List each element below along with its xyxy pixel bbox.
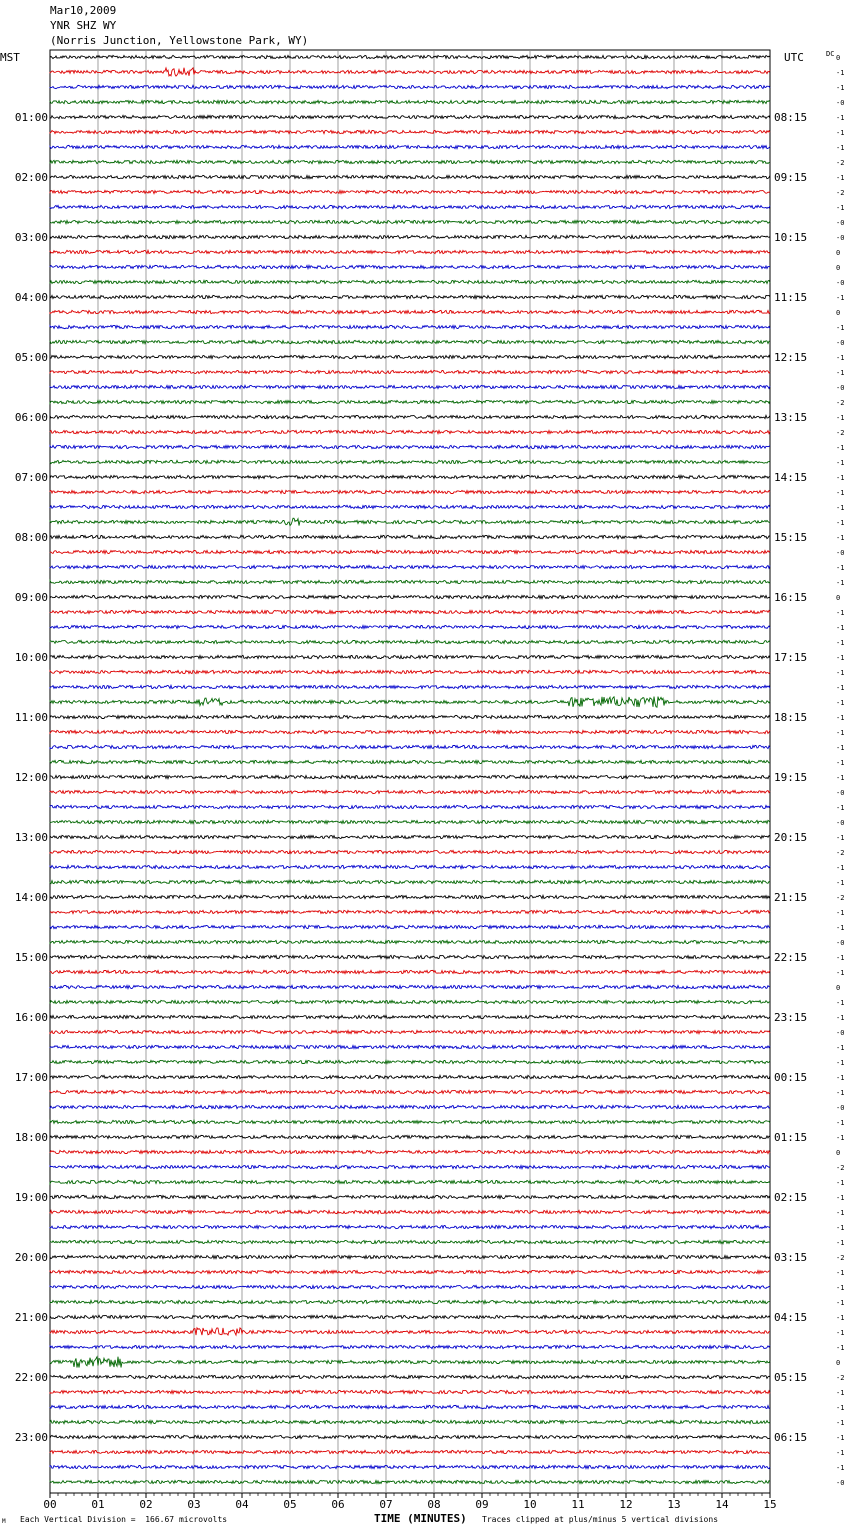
utc-hour-label: 17:15: [774, 651, 808, 664]
dc-offset-label: -1: [836, 489, 845, 497]
mst-hour-label: 01:00: [14, 111, 48, 124]
trace-line: [50, 1060, 770, 1063]
utc-hour-label: 02:15: [774, 1191, 808, 1204]
trace-line: [50, 550, 770, 553]
dc-offset-label: -1: [836, 144, 845, 152]
dc-offset-label: -2: [836, 1254, 845, 1262]
trace-line: [50, 175, 770, 178]
trace-line: [50, 850, 770, 853]
dc-offset-label: -1: [836, 459, 845, 467]
x-tick-label: 05: [283, 1498, 297, 1511]
dc-offset-label: -1: [836, 444, 845, 452]
trace-line: [50, 160, 770, 163]
dc-offset-label: -0: [836, 339, 845, 347]
station-location: (Norris Junction, Yellowstone Park, WY): [50, 34, 309, 47]
utc-hour-label: 05:15: [774, 1371, 808, 1384]
x-tick-label: 15: [763, 1498, 777, 1511]
dc-offset-label: -1: [836, 774, 845, 782]
x-tick-label: 03: [187, 1498, 201, 1511]
dc-offset-label: -0: [836, 279, 845, 287]
trace-line: [50, 475, 770, 478]
dc-label: DC: [826, 50, 835, 58]
x-tick-label: 07: [379, 1498, 393, 1511]
trace-line: [50, 820, 770, 823]
trace-line: [50, 625, 770, 628]
dc-offset-label: 0: [836, 1149, 841, 1157]
dc-offset-label: -0: [836, 1479, 845, 1487]
trace-line: [50, 640, 770, 643]
trace-line: [50, 1357, 770, 1368]
dc-offset-label: -1: [836, 1074, 845, 1082]
dc-offset-label: 0: [836, 594, 841, 602]
trace-line: [50, 505, 770, 508]
mst-hour-label: 14:00: [14, 891, 48, 904]
dc-offset-label: -1: [836, 579, 845, 587]
trace-line: [50, 325, 770, 328]
trace-line: [50, 535, 770, 538]
dc-offset-label: -1: [836, 879, 845, 887]
dc-offset-label: -1: [836, 204, 845, 212]
utc-hour-label: 23:15: [774, 1011, 808, 1024]
trace-line: [50, 130, 770, 133]
dc-offset-label: -1: [836, 954, 845, 962]
station-code: YNR SHZ WY: [50, 19, 117, 32]
mst-hour-label: 17:00: [14, 1071, 48, 1084]
dc-offset-label: -1: [836, 129, 845, 137]
dc-offset-label: -2: [836, 1374, 845, 1382]
utc-hour-label: 14:15: [774, 471, 808, 484]
trace-line: [50, 1420, 770, 1423]
dc-offset-label: -1: [836, 1389, 845, 1397]
dc-offset-label: -1: [836, 654, 845, 662]
trace-line: [50, 55, 770, 58]
trace-line: [50, 1180, 770, 1183]
utc-hour-label: 12:15: [774, 351, 808, 364]
trace-line: [50, 415, 770, 418]
trace-line: [50, 910, 770, 913]
trace-line: [50, 655, 770, 658]
mst-hour-label: 19:00: [14, 1191, 48, 1204]
trace-line: [50, 1150, 770, 1153]
dc-offset-label: 0: [836, 984, 841, 992]
mst-hour-label: 16:00: [14, 1011, 48, 1024]
trace-line: [50, 1480, 770, 1483]
x-tick-label: 00: [43, 1498, 57, 1511]
x-tick-label: 06: [331, 1498, 345, 1511]
dc-offset-label: -1: [836, 1209, 845, 1217]
trace-line: [50, 490, 770, 493]
trace-line: [50, 295, 770, 298]
dc-offset-label: -1: [836, 1089, 845, 1097]
dc-offset-label: -1: [836, 804, 845, 812]
trace-line: [50, 340, 770, 343]
dc-offset-label: -1: [836, 114, 845, 122]
trace-line: [50, 220, 770, 223]
dc-offset-label: -1: [836, 1044, 845, 1052]
dc-offset-label: -1: [836, 534, 845, 542]
dc-offset-label: -1: [836, 1269, 845, 1277]
x-tick-label: 08: [427, 1498, 441, 1511]
trace-line: [50, 1390, 770, 1393]
utc-hour-label: 20:15: [774, 831, 808, 844]
dc-offset-label: -0: [836, 819, 845, 827]
trace-line: [50, 1328, 770, 1335]
x-axis-label: TIME (MINUTES): [374, 1512, 467, 1525]
trace-line: [50, 895, 770, 898]
dc-offset-label: -1: [836, 834, 845, 842]
x-tick-label: 12: [619, 1498, 633, 1511]
x-tick-label: 09: [475, 1498, 489, 1511]
dc-offset-label: -1: [836, 519, 845, 527]
trace-line: [50, 745, 770, 748]
trace-line: [50, 1045, 770, 1048]
trace-line: [50, 970, 770, 973]
trace-line: [50, 670, 770, 673]
trace-line: [50, 205, 770, 208]
trace-line: [50, 1105, 770, 1108]
utc-hour-label: 04:15: [774, 1311, 808, 1324]
utc-hour-label: 08:15: [774, 111, 808, 124]
mst-hour-label: 13:00: [14, 831, 48, 844]
trace-line: [50, 1165, 770, 1168]
dc-offset-label: -1: [836, 564, 845, 572]
x-tick-label: 11: [571, 1498, 585, 1511]
dc-offset-label: -2: [836, 189, 845, 197]
trace-line: [50, 1465, 770, 1468]
trace-line: [50, 985, 770, 988]
dc-offset-label: -1: [836, 1119, 845, 1127]
dc-offset-label: -1: [836, 909, 845, 917]
dc-offset-label: -2: [836, 399, 845, 407]
dc-offset-label: -1: [836, 84, 845, 92]
dc-offset-label: -0: [836, 234, 845, 242]
dc-offset-label: -1: [836, 1179, 845, 1187]
trace-line: [50, 940, 770, 943]
dc-offset-label: -1: [836, 1239, 845, 1247]
utc-hour-label: 03:15: [774, 1251, 808, 1264]
trace-line: [50, 1285, 770, 1288]
dc-offset-label: -1: [836, 474, 845, 482]
dc-offset-label: -1: [836, 669, 845, 677]
trace-line: [50, 115, 770, 118]
trace-line: [50, 805, 770, 808]
x-tick-label: 02: [139, 1498, 153, 1511]
dc-offset-label: -1: [836, 1299, 845, 1307]
dc-offset-label: -1: [836, 369, 845, 377]
dc-offset-label: -0: [836, 939, 845, 947]
dc-offset-label: -1: [836, 1344, 845, 1352]
dc-offset-label: 0: [836, 309, 841, 317]
trace-line: [50, 1240, 770, 1243]
mst-hour-label: 09:00: [14, 591, 48, 604]
dc-offset-label: -0: [836, 1104, 845, 1112]
mst-hour-label: 10:00: [14, 651, 48, 664]
dc-offset-label: -1: [836, 744, 845, 752]
trace-line: [50, 1435, 770, 1438]
x-tick-label: 10: [523, 1498, 537, 1511]
trace-line: [50, 790, 770, 793]
utc-hour-label: 13:15: [774, 411, 808, 424]
trace-line: [50, 445, 770, 448]
dc-offset-label: -0: [836, 219, 845, 227]
trace-line: [50, 370, 770, 373]
mst-hour-label: 20:00: [14, 1251, 48, 1264]
mst-hour-label: 21:00: [14, 1311, 48, 1324]
dc-offset-label: -1: [836, 1329, 845, 1337]
dc-offset-label: -1: [836, 1194, 845, 1202]
dc-offset-label: -1: [836, 1434, 845, 1442]
utc-hour-label: 16:15: [774, 591, 808, 604]
x-tick-label: 01: [91, 1498, 105, 1511]
dc-offset-label: -1: [836, 1449, 845, 1457]
trace-line: [50, 565, 770, 568]
trace-line: [50, 400, 770, 403]
utc-label: UTC: [784, 51, 804, 64]
dc-offset-label: -0: [836, 789, 845, 797]
dc-offset-label: -2: [836, 159, 845, 167]
dc-offset-label: -1: [836, 624, 845, 632]
trace-line: [50, 610, 770, 613]
trace-line: [50, 460, 770, 463]
mst-hour-label: 12:00: [14, 771, 48, 784]
utc-hour-label: 10:15: [774, 231, 808, 244]
x-tick-label: 13: [667, 1498, 681, 1511]
trace-line: [50, 1375, 770, 1378]
mst-hour-label: 15:00: [14, 951, 48, 964]
mst-hour-label: 23:00: [14, 1431, 48, 1444]
corner-mark: M: [2, 1518, 6, 1525]
utc-hour-label: 19:15: [774, 771, 808, 784]
dc-offset-label: -1: [836, 639, 845, 647]
mst-hour-label: 02:00: [14, 171, 48, 184]
trace-line: [50, 265, 770, 268]
utc-hour-label: 21:15: [774, 891, 808, 904]
trace-line: [50, 685, 770, 688]
trace-line: [50, 68, 770, 76]
dc-offset-label: -1: [836, 294, 845, 302]
utc-hour-label: 00:15: [774, 1071, 808, 1084]
dc-offset-label: -1: [836, 414, 845, 422]
trace-line: [50, 1345, 770, 1348]
trace-line: [50, 100, 770, 103]
dc-offset-label: 0: [836, 264, 841, 272]
trace-line: [50, 280, 770, 283]
utc-hour-label: 15:15: [774, 531, 808, 544]
dc-offset-label: -1: [836, 1014, 845, 1022]
utc-hour-label: 18:15: [774, 711, 808, 724]
dc-offset-label: -1: [836, 354, 845, 362]
dc-offset-label: -1: [836, 924, 845, 932]
dc-offset-label: -1: [836, 1314, 845, 1322]
dc-offset-label: -2: [836, 429, 845, 437]
dc-offset-label: -0: [836, 1029, 845, 1037]
trace-line: [50, 85, 770, 88]
mst-hour-label: 22:00: [14, 1371, 48, 1384]
dc-offset-label: -2: [836, 849, 845, 857]
trace-line: [50, 1075, 770, 1078]
trace-line: [50, 1405, 770, 1408]
mst-hour-label: 04:00: [14, 291, 48, 304]
trace-line: [50, 697, 770, 708]
trace-line: [50, 1090, 770, 1093]
trace-line: [50, 1015, 770, 1018]
mst-hour-label: 05:00: [14, 351, 48, 364]
mst-hour-label: 06:00: [14, 411, 48, 424]
trace-line: [50, 518, 770, 525]
dc-offset-label: -1: [836, 1284, 845, 1292]
trace-line: [50, 1120, 770, 1123]
mst-hour-label: 07:00: [14, 471, 48, 484]
dc-offset-label: -1: [836, 729, 845, 737]
dc-offset-label: 0: [836, 1359, 841, 1367]
trace-line: [50, 880, 770, 883]
dc-offset-label: -1: [836, 324, 845, 332]
dc-offset-label: -1: [836, 684, 845, 692]
trace-line: [50, 1270, 770, 1273]
trace-line: [50, 1030, 770, 1033]
dc-offset-label: -1: [836, 699, 845, 707]
dc-offset-label: -1: [836, 609, 845, 617]
dc-offset-label: -1: [836, 1404, 845, 1412]
trace-line: [50, 190, 770, 193]
dc-offset-label: 0: [836, 249, 841, 257]
utc-hour-label: 01:15: [774, 1131, 808, 1144]
trace-line: [50, 1300, 770, 1303]
trace-line: [50, 1195, 770, 1198]
trace-line: [50, 1225, 770, 1228]
trace-line: [50, 730, 770, 733]
trace-line: [50, 1255, 770, 1258]
dc-offset-label: -1: [836, 504, 845, 512]
dc-offset-label: -1: [836, 969, 845, 977]
dc-offset-label: -1: [836, 714, 845, 722]
trace-line: [50, 1315, 770, 1318]
dc-offset-label: -2: [836, 894, 845, 902]
mst-hour-label: 18:00: [14, 1131, 48, 1144]
clip-note: Traces clipped at plus/minus 5 vertical divisions: [482, 1515, 719, 1524]
mst-hour-label: 11:00: [14, 711, 48, 724]
trace-line: [50, 955, 770, 958]
trace-line: [50, 1450, 770, 1453]
trace-line: [50, 775, 770, 778]
dc-offset-label: -0: [836, 384, 845, 392]
chart-date: Mar10,2009: [50, 4, 117, 17]
dc-offset-label: -0: [836, 549, 845, 557]
trace-line: [50, 145, 770, 148]
trace-line: [50, 715, 770, 718]
dc-offset-label: -1: [836, 174, 845, 182]
utc-hour-label: 09:15: [774, 171, 808, 184]
trace-line: [50, 1000, 770, 1003]
dc-offset-label: -1: [836, 1134, 845, 1142]
dc-offset-label: -1: [836, 1224, 845, 1232]
utc-hour-label: 06:15: [774, 1431, 808, 1444]
trace-line: [50, 430, 770, 433]
trace-line: [50, 865, 770, 868]
trace-line: [50, 925, 770, 928]
trace-line: [50, 235, 770, 238]
dc-offset-label: -1: [836, 1059, 845, 1067]
trace-line: [50, 835, 770, 838]
trace-line: [50, 385, 770, 388]
scale-note: Each Vertical Division = 166.67 microvolts: [20, 1515, 228, 1524]
x-tick-label: 04: [235, 1498, 249, 1511]
dc-offset-label: -1: [836, 864, 845, 872]
dc-offset-label: -2: [836, 1164, 845, 1172]
trace-line: [50, 760, 770, 763]
dc-offset-label: 0: [836, 54, 841, 62]
mst-hour-label: 08:00: [14, 531, 48, 544]
trace-line: [50, 1210, 770, 1213]
mst-label: MST: [0, 51, 20, 64]
trace-line: [50, 250, 770, 253]
trace-line: [50, 580, 770, 583]
trace-line: [50, 310, 770, 313]
dc-offset-label: -1: [836, 1419, 845, 1427]
trace-line: [50, 1135, 770, 1138]
x-tick-label: 14: [715, 1498, 729, 1511]
utc-hour-label: 22:15: [774, 951, 808, 964]
utc-hour-label: 11:15: [774, 291, 808, 304]
dc-offset-label: -1: [836, 999, 845, 1007]
dc-offset-label: -1: [836, 759, 845, 767]
mst-hour-label: 03:00: [14, 231, 48, 244]
dc-offset-label: -1: [836, 1464, 845, 1472]
dc-offset-label: -1: [836, 69, 845, 77]
trace-line: [50, 595, 770, 598]
trace-line: [50, 355, 770, 358]
dc-offset-label: -0: [836, 99, 845, 107]
